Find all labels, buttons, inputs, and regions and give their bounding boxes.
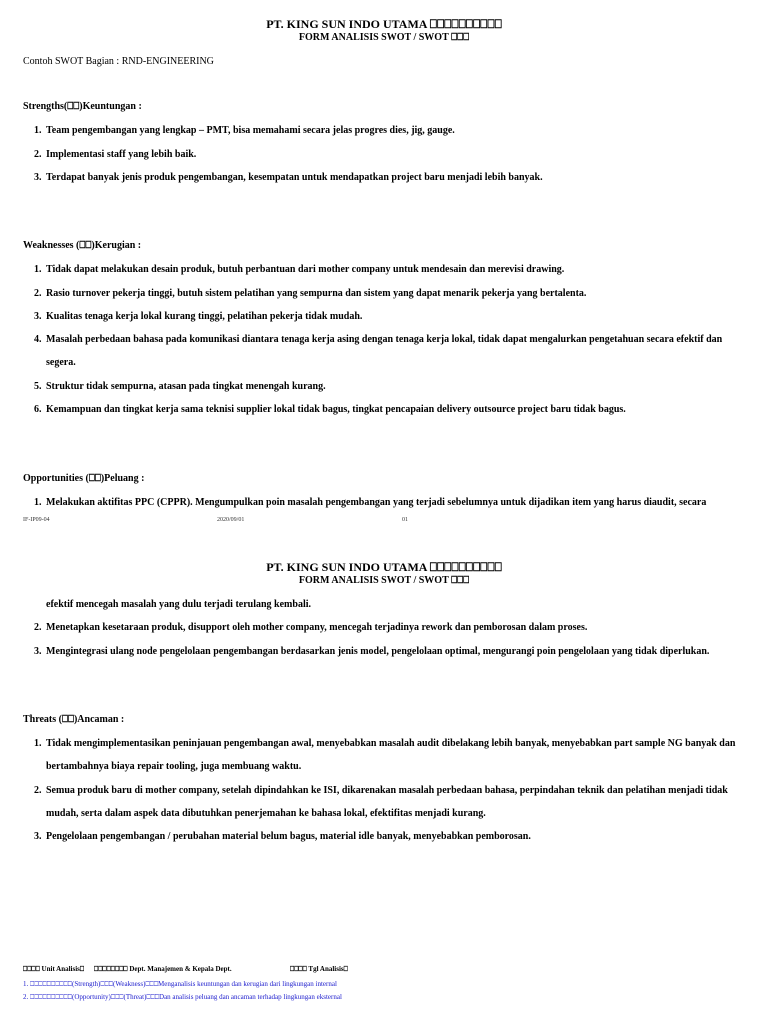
weakness-item: 5. Struktur tidak sempurna, atasan pada tingkat menengah kurang. [34,381,326,392]
opportunity-item: 2. Menetapkan kesetaraan produk, disupport oleh mother company, mencegah terjadinya rework dan pemborosan dalam proses. [34,622,588,633]
strength-item: 2. Implementasi staff yang lebih baik. [34,149,197,160]
weaknesses-heading: Weaknesses (⎕⎕)Kerugian : [23,240,142,251]
threat-item: 3. Pengelolaan pengembangan / perubahan material belum bagus, material idle banyak, menyebabkan pemborosan. [34,831,531,842]
footnote: 1. ⎕⎕⎕⎕⎕⎕⎕⎕⎕⎕(Strength)⎕⎕⎕(Weakness)⎕⎕⎕Menganalisis keuntungan dan kerugian dari lingkungan internal [23,980,337,988]
opportunity-item: 3. Mengintegrasi ulang node pengelolaan pengembangan berdasarkan jenis model, pengelolaan optimal, mengurangi poin pengelolaan yang tidak diperlukan. [34,646,710,657]
strengths-heading: Strengths(⎕⎕)Keuntungan : [23,101,142,112]
threats-heading: Threats (⎕⎕)Ancaman : [23,714,125,725]
form-title: FORM ANALISIS SWOT / SWOT ⎕⎕⎕ [298,575,470,586]
company-title: PT. KING SUN INDO UTAMA ⎕⎕⎕⎕⎕⎕⎕⎕⎕⎕ [266,560,502,574]
footnote: 2. ⎕⎕⎕⎕⎕⎕⎕⎕⎕⎕(Opportunity)⎕⎕⎕(Threat)⎕⎕⎕Dan analisis peluang dan ancaman terhadap lingkungan eksternal [23,993,342,1001]
weakness-item: 1. Tidak dapat melakukan desain produk, butuh perbantuan dari mother company untuk mendesain dan merevisi drawing. [34,264,565,275]
signature-dept: ⎕⎕⎕⎕⎕⎕⎕⎕ Dept. Manajemen & Kepala Dept. [94,965,232,973]
doc-code: IF-IP09-04 [23,517,50,523]
weakness-item: 6. Kemampuan dan tingkat kerja sama teknisi supplier lokal tidak bagus, tingkat pencapaian delivery outsource project baru tidak bagus. [34,404,626,415]
department-label: Contoh SWOT Bagian : RND-ENGINEERING [23,56,214,67]
weakness-item: 2. Rasio turnover pekerja tinggi, butuh sistem pelatihan yang sempurna dan sistem yang dapat menarik pekerja yang bertalenta. [34,288,587,299]
weakness-item: 3. Kualitas tenaga kerja lokal kurang tinggi, pelatihan pekerja tidak mudah. [34,311,363,322]
opportunities-heading: Opportunities (⎕⎕)Peluang : [23,473,145,484]
threat-item: 2. Semua produk baru di mother company, setelah dipindahkan ke ISI, dikarenakan masalah perbedaan bahasa, perpindahan teknik dan pelatihan menjadi tidak mudah, serta dalam aspek data dibutuhkan penerjemahan ke bahasa lokal, efektifitas menjadi kurang. [34,785,728,820]
company-title: PT. KING SUN INDO UTAMA ⎕⎕⎕⎕⎕⎕⎕⎕⎕⎕ [266,17,502,31]
doc-revision: 01 [402,517,408,523]
signature-unit: ⎕⎕⎕⎕ Unit Analisis⎕ [23,965,85,973]
opportunity-item: 1. Melakukan aktifitas PPC (CPPR). Mengumpulkan poin masalah pengembangan yang terjadi sebelumnya untuk dijadikan item yang harus diaudit, secara [34,497,707,508]
opportunity-item-continuation: efektif mencegah masalah yang dulu terjadi terulang kembali. [46,599,311,610]
form-title: FORM ANALISIS SWOT / SWOT ⎕⎕⎕ [298,32,470,43]
strength-item: 3. Terdapat banyak jenis produk pengembangan, kesempatan untuk mendapatkan project baru menjadi lebih banyak. [34,172,543,183]
signature-date: ⎕⎕⎕⎕ Tgl Analisis⎕ [290,965,348,973]
threat-item: 1. Tidak mengimplementasikan peninjauan pengembangan awal, menyebabkan masalah audit dibelakang lebih banyak, menyebabkan part sample NG banyak dan bertambahnya biaya repair tooling, juga membuang waktu. [34,738,736,773]
weakness-item: 4. Masalah perbedaan bahasa pada komunikasi diantara tenaga kerja asing dengan tenaga kerja lokal, tidak dapat mengalurkan pengetahuan secara efektif dan segera. [34,334,723,369]
doc-date: 2020/09/01 [217,517,245,523]
strength-item: 1. Team pengembangan yang lengkap – PMT, bisa memahami secara jelas progres dies, jig, gauge. [34,125,455,136]
